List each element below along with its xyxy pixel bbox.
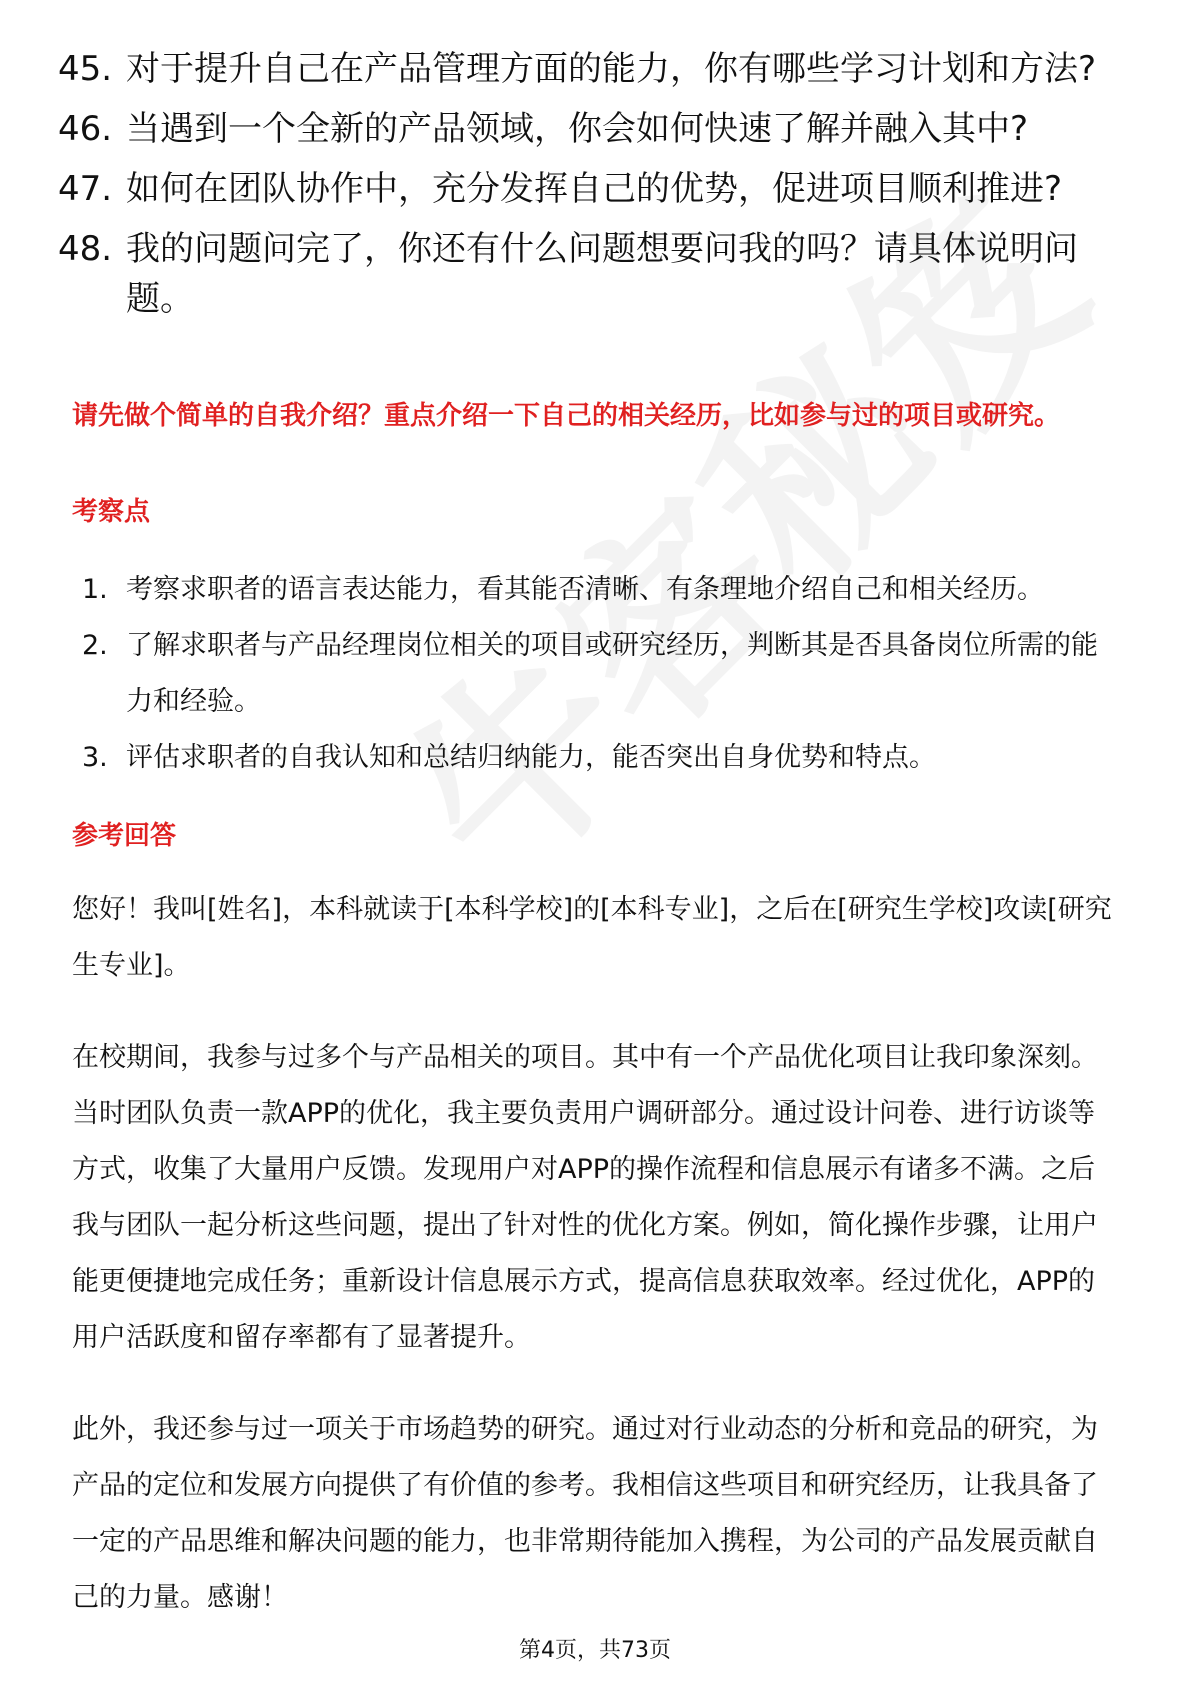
focus-number: 1.: [82, 574, 108, 605]
list-item: [82, 562, 1122, 618]
focus-number: 2.: [82, 630, 108, 661]
page-number: 第4页，共73页: [519, 1638, 671, 1663]
focus-text: 了解求职者与产品经理岗位相关的项目或研究经历，判断其是否具备岗位所需的能力和经验。: [126, 630, 1098, 717]
focus-list: [82, 562, 1122, 786]
question-text: 对于提升自己在产品管理方面的能力，你有哪些学习计划和方法?: [126, 49, 1097, 89]
question-list: [58, 44, 1118, 334]
list-item: [58, 44, 1118, 94]
answer-paragraph: 在校期间，我参与过多个与产品相关的项目。其中有一个产品优化项目让我印象深刻。当时团队负责一款APP的优化，我主要负责用户调研部分。通过设计问卷、进行访谈等方式，收集了大量用户反馈。发现用户对APP的操作流程和信息展示有诸多不满。之后我与团队一起分析这些问题，提出了针对性的优化方案。例如，简化操作步骤，让用户能更便捷地完成任务；重新设计信息展示方式，提高信息获取效率。经过优化，APP的用户活跃度和留存率都有了显著提升。: [72, 1042, 1098, 1353]
list-item: [82, 618, 1122, 730]
question-text: 如何在团队协作中，充分发挥自己的优势，促进项目顺利推进?: [126, 169, 1063, 209]
answer-paragraph: 您好！我叫[姓名]，本科就读于[本科学校]的[本科专业]，之后在[研究生学校]攻读[研究生专业]。: [72, 894, 1112, 981]
focus-text: 评估求职者的自我认知和总结归纳能力，能否突出自身优势和特点。: [126, 742, 936, 773]
focus-text: 考察求职者的语言表达能力，看其能否清晰、有条理地介绍自己和相关经历。: [126, 574, 1044, 605]
list-item: [82, 730, 1122, 786]
list-item: [58, 224, 1118, 324]
question-text: 当遇到一个全新的产品领域，你会如何快速了解并融入其中?: [126, 109, 1029, 149]
focus-number: 3.: [82, 742, 108, 773]
question-number: 47.: [58, 169, 113, 209]
focus-heading: 考察点: [72, 497, 151, 527]
question-number: 46.: [58, 109, 113, 149]
question-number: 45.: [58, 49, 113, 89]
list-item: [58, 164, 1118, 214]
question-text: 我的问题问完了，你还有什么问题想要问我的吗？请具体说明问题。: [126, 229, 1078, 319]
section-question: 请先做个简单的自我介绍？重点介绍一下自己的相关经历，比如参与过的项目或研究。: [72, 401, 1061, 431]
question-number: 48.: [58, 229, 113, 269]
answer-paragraph: 此外，我还参与过一项关于市场趋势的研究。通过对行业动态的分析和竞品的研究，为产品的定位和发展方向提供了有价值的参考。我相信这些项目和研究经历，让我具备了一定的产品思维和解决问题的能力，也非常期待能加入携程，为公司的产品发展贡献自己的力量。感谢！: [72, 1414, 1098, 1613]
answer-heading: 参考回答: [72, 821, 177, 851]
list-item: [58, 104, 1118, 154]
